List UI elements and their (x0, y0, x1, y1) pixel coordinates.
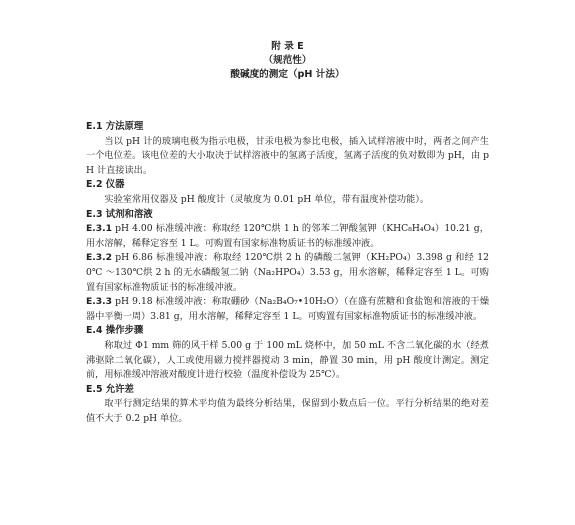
section-text-tolerance: 取平行测定结果的算术平均值为最终分析结果，保留到小数点后一位。平行分析结果的绝对差值不大于 0.2 pH 单位。 (86, 398, 489, 424)
reagent-item-ph686 (86, 251, 489, 295)
header-spacer (86, 82, 489, 120)
document-title: 酸碱度的测定（pH 计法） (230, 69, 345, 80)
section-heading-tolerance: E.5 允许差 (86, 383, 134, 395)
reagent-item-text: pH 4.00 标准缓冲液：称取经 120℃烘 1 h 的邻苯二钾酸氢钾（KHC₈H₄O₄）10.21 g，用水溶解，稀释定容至 1 L。可购置有国家标准物质证书的标准缓冲液。 (86, 223, 489, 249)
reagent-item-ph918 (86, 295, 489, 324)
section-text-instruments: 实验室常用仪器及 pH 酸度计（灵敏度为 0.01 pH 单位，带有温度补偿功能）。 (104, 193, 430, 205)
section-heading-procedure: E.4 操作步骤 (86, 325, 144, 337)
section-heading-reagents: E.3 试剂和溶液 (86, 208, 153, 220)
section-text-principle: 当以 pH 计的玻璃电极为指示电极，甘汞电极为参比电极，插入试样溶液中时，两者之间产生一个电位差。该电位差的大小取决于试样溶液中的氢离子活度，氢离子活度的负对数即为 pH，由 pH 计直接读出。 (86, 135, 489, 176)
reagent-item-text: pH 9.18 标准缓冲液：称取硼砂（Na₂B₄O₇•10H₂O）（在盛有蔗糖和食盐饱和溶液的干燥器中平衡一周）3.81 g，用水溶解，稀释定容至 1 L。可购置有国家标准物质证书的标准缓冲液。 (86, 296, 490, 322)
section-heading-principle: E.1 方法原理 (86, 121, 144, 132)
reagent-item-number: E.3.1 (86, 223, 113, 235)
section-heading-instruments: E.2 仪器 (86, 179, 125, 191)
reagent-item-number: E.3.2 (86, 252, 113, 264)
normative-label: （规范性） (263, 55, 312, 66)
section-text-procedure: 称取过 Φ1 mm 筛的风干样 5.00 g 于 100 mL 烧杯中，加 50 mL 不含二氧化碳的水（经煮沸驱除二氧化碳），人工或使用磁力搅拌器搅动 3 min，静置 30 min，用 pH 酸度计测定。测定前，用标准缓冲溶液对酸度计进行校验（温度补偿设为 25℃）。 (86, 339, 489, 381)
reagent-item-text: pH 6.86 标准缓冲液：称取经 120℃烘 2 h 的磷酸二氢钾（KH₂PO₄）3.398 g 和经 120℃ ～130℃烘 2 h 的无水磷酸氢二钠（Na₂HPO₄）3.53 g，用水溶解，稀释定容至 1 L。可购置有国家标准物质证书的标准缓冲液。 (86, 252, 489, 293)
reagent-item-number: E.3.3 (86, 296, 113, 308)
reagent-item-ph400 (86, 222, 489, 251)
appendix-label: 附 录 E (271, 41, 304, 52)
